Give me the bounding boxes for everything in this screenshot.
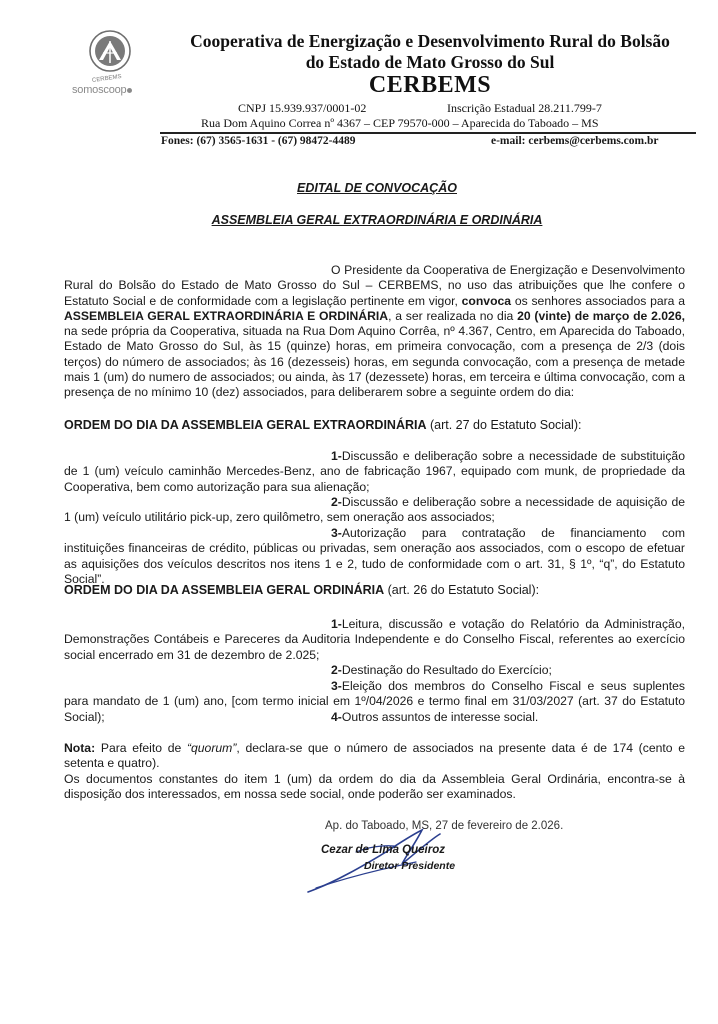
cnpj: CNPJ 15.939.937/0001-02 bbox=[238, 101, 367, 115]
extraordinary-item-2: 2-Discussão e deliberação sobre a necessidade de aquisição de 1 (um) veículo utilitário pick-up, zero quilômetro, sem oneração aos associados; bbox=[64, 495, 685, 525]
place-date: Ap. do Taboado, MS, 27 de fevereiro de 2.026. bbox=[325, 820, 564, 832]
cerbems-emblem-icon bbox=[81, 27, 139, 79]
header-divider bbox=[160, 132, 696, 134]
extraordinary-heading: ORDEM DO DIA DA ASSEMBLEIA GERAL EXTRAORDINÁRIA (art. 27 do Estatuto Social): bbox=[64, 418, 582, 432]
org-name-line1: Cooperativa de Energização e Desenvolvimento Rural do Bolsão bbox=[190, 31, 670, 51]
documents-note: Os documentos constantes do item 1 (um) da ordem do dia da Assembleia Geral Ordinária, encontra-se à disposição dos interessados, em nossa sede social, onde poderão ser examinados. bbox=[64, 772, 685, 802]
extraordinary-item-3: 3-Autorização para contratação de financiamento com instituições financeiras de crédito, públicas ou privadas, sem oneração aos associados, com o escopo de efetuar as aquisições dos veículos descritos nos itens 1 e 2, tudo de conformidade com o art. 31, § 1º, “q”, do Estatuto Social”. bbox=[64, 526, 685, 586]
state-registration: Inscrição Estadual 28.211.799-7 bbox=[447, 101, 602, 115]
cooperative-logo bbox=[64, 20, 164, 102]
intro-paragraph: O Presidente da Cooperativa de Energização e Desenvolvimento Rural do Bolsão do Estado de Mato Grosso do Sul – CERBEMS, no uso das atribuições que lhe confere o Estatuto Social e de conformidade com a legislação pertinente em vigor, convoca os senhores associados para a ASSEMBLEIA GERAL EXTRAORDINÁRIA E ORDINÁRIA, a ser realizada no dia 20 (vinte) de março de 2.026, na sede própria da Cooperativa, situada na Rua Dom Aquino Corrêa, nº 4.367, Centro, em Aparecida do Taboado, Estado de Mato Grosso do Sul, às 15 (quinze) horas, em primeira convocação, com a presença de 2/3 (dois terços) do número de associados; às 16 (dezesseis) horas, em segunda convocação, com a presença de metade mais 1 (um) do numero de associados; ou ainda, às 17 (dezessete) horas, em terceira e última convocação, com a presença de no mínimo 10 (dez) associados, para deliberarem sobre a seguinte ordem do dia: bbox=[64, 263, 685, 400]
ordinary-item-1: 1-Leitura, discussão e votação do Relatório da Administração, Demonstrações Contábeis e Pareceres da Auditoria Independente e do Conselho Fiscal, referentes ao exercício social encerrado em 31 de dezembro de 2.025; bbox=[64, 617, 685, 662]
org-name-line2: do Estado de Mato Grosso do Sul bbox=[305, 52, 555, 72]
ordinary-heading: ORDEM DO DIA DA ASSEMBLEIA GERAL ORDINÁRIA (art. 26 do Estatuto Social): bbox=[64, 583, 540, 597]
ordinary-item-3: 3-Eleição dos membros do Conselho Fiscal e seus suplentes para mandato de 1 (um) ano, [com termo inicial em 1º/04/2026 e termo final em 31/03/2027 (art. 37 do Estatuto Social); bbox=[64, 679, 685, 724]
quorum-note: Nota: Para efeito de “quorum”, declara-se que o número de associados na presente data é de 174 (cento e setenta e quatro). bbox=[64, 741, 685, 771]
org-acronym: CERBEMS bbox=[368, 72, 492, 98]
email: e-mail: cerbems@cerbems.com.br bbox=[491, 135, 659, 147]
logo-brand-text: somoscoop bbox=[72, 84, 132, 96]
address: Rua Dom Aquino Correa nº 4367 – CEP 79570-000 – Aparecida do Taboado – MS bbox=[201, 116, 599, 130]
extraordinary-item-1: 1-Discussão e deliberação sobre a necessidade de substituição de 1 (um) veículo caminhão Mercedes-Benz, ano de fabricação 1967, equipado com munk, de propriedade da Cooperativa, bem como autorização para sua alienação; bbox=[64, 449, 685, 494]
signer-role: Diretor Presidente bbox=[364, 860, 456, 872]
signer-name: Cezar de Lima Queiroz bbox=[321, 844, 445, 856]
phones: Fones: (67) 3565-1631 - (67) 98472-4489 bbox=[161, 135, 356, 147]
logo-badge-text: CERBEMS bbox=[91, 73, 122, 85]
notice-subtitle: ASSEMBLEIA GERAL EXTRAORDINÁRIA E ORDINÁRIA bbox=[211, 213, 543, 227]
logo-dot-icon bbox=[127, 88, 132, 93]
ordinary-item-4: 4-Outros assuntos de interesse social. bbox=[331, 710, 539, 724]
ordinary-item-2: 2-Destinação do Resultado do Exercício; bbox=[331, 663, 552, 677]
notice-title: EDITAL DE CONVOCAÇÃO bbox=[297, 181, 457, 195]
